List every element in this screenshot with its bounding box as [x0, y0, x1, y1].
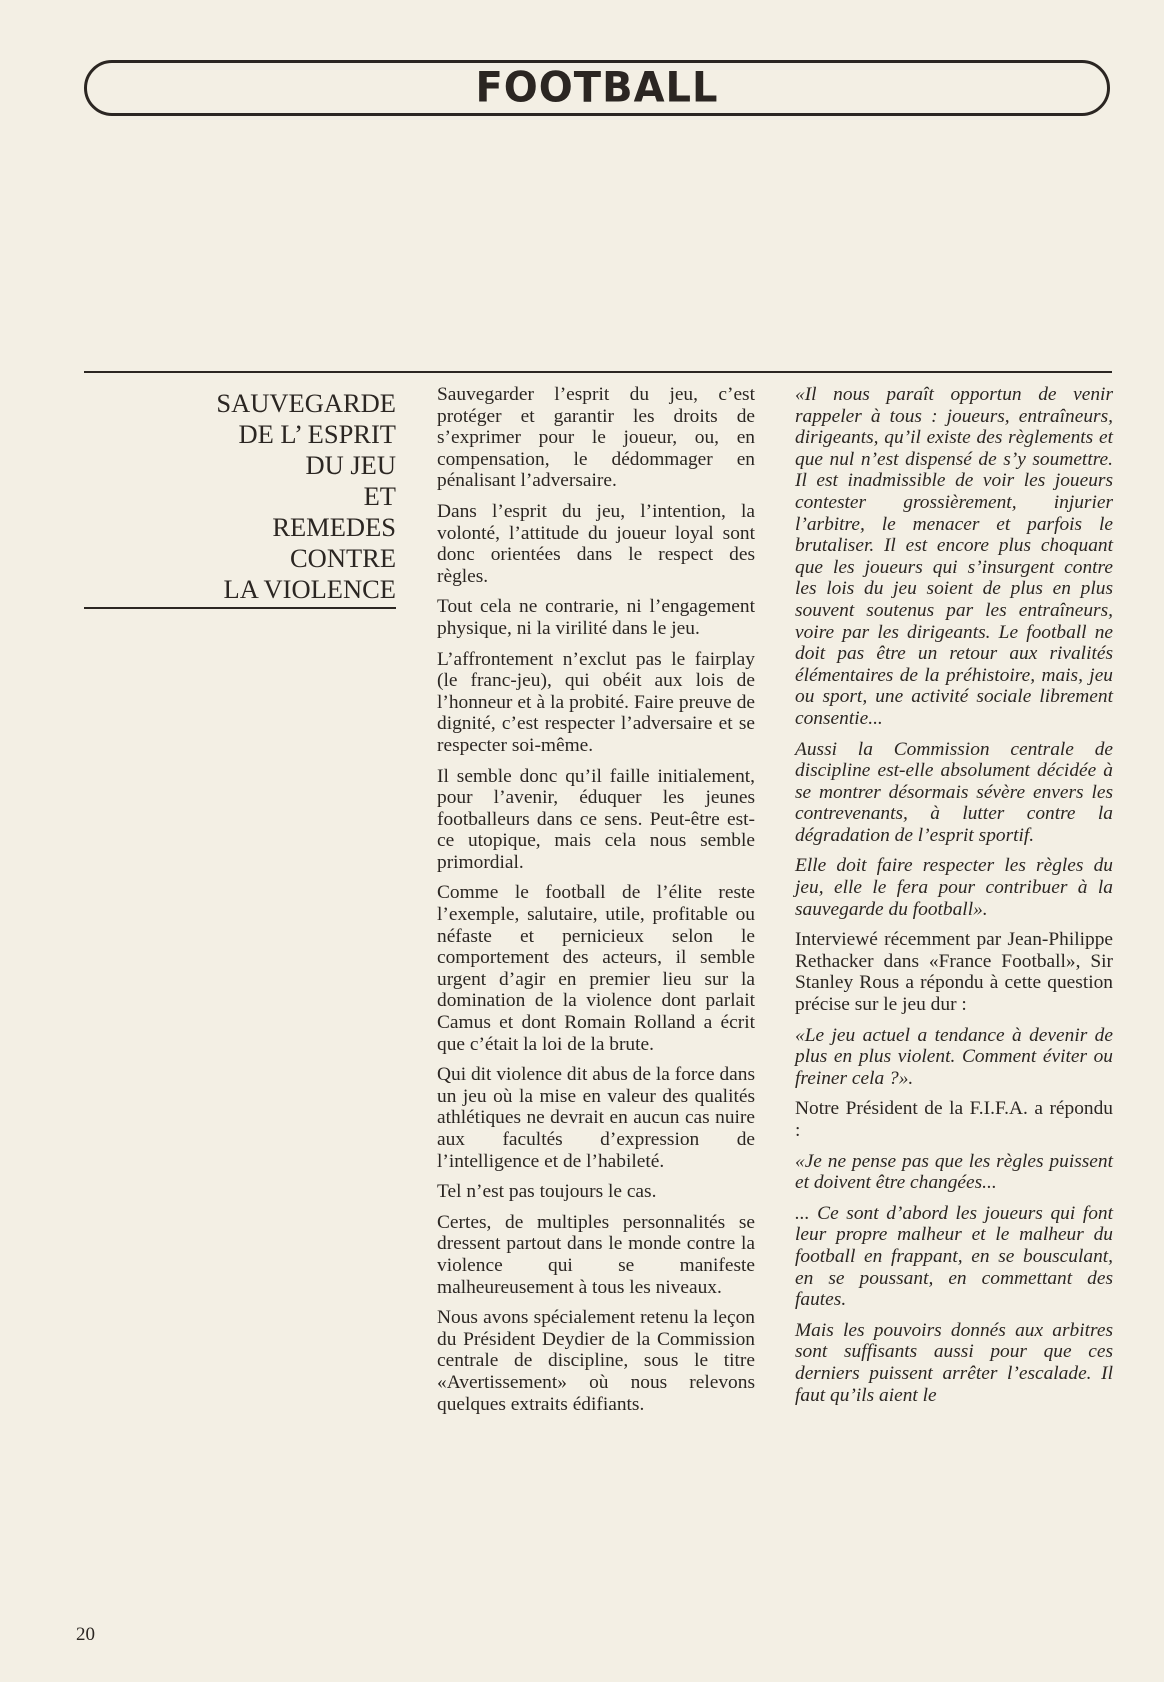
paragraph: Qui dit violence dit abus de la force dans un jeu où la mise en valeur des qualités athlétiques ne devrait en aucun cas nuire aux facultés d’expression de l’intelligence et de l’habileté.	[437, 1064, 755, 1172]
headline-line: CONTRE	[290, 543, 396, 573]
quote-paragraph: «Je ne pense pas que les règles puissent et doivent être changées...	[795, 1150, 1113, 1194]
paragraph: Il semble donc qu’il faille initialement, pour l’avenir, éduquer les jeunes footballeurs dans ce sens. Peut-être est-ce utopique, mais cela nous semble primordial.	[437, 765, 755, 873]
paragraph: Certes, de multiples personnalités se dressent partout dans le monde contre la violence qui se manifeste malheureusement à tous les niveaux.	[437, 1211, 755, 1298]
quote-paragraph: «Le jeu actuel a tendance à devenir de plus en plus violent. Comment éviter ou freiner cela ?».	[795, 1024, 1113, 1089]
text-column-2	[437, 384, 755, 1424]
headline-line: SAUVEGARDE	[216, 388, 396, 418]
headline-line: DU JEU	[305, 450, 396, 480]
paragraph: Notre Président de la F.I.F.A. a répondu :	[795, 1098, 1113, 1141]
quote-paragraph: «Il nous paraît opportun de venir rappeler à tous : joueurs, entraîneurs, dirigeants, qu’il existe des règlements et que nul n’est dispensé de s’y soumettre. Il est inadmissible de voir les joueurs contester grossièrement, injurier l’arbitre, le menacer et parfois le brutaliser. Il est encore plus choquant que les joueurs qui s’insurgent contre les lois du jeu soient de plus en plus souvent soutenus par les entraîneurs, voire par les dirigeants. Le football ne doit pas être un retour aux rivalités élémentaires de la préhistoire, mais, jeu ou sport, une activité sociale librement consentie...	[795, 384, 1113, 729]
text-column-3	[795, 384, 1113, 1415]
article-headline	[84, 388, 396, 605]
headline-line: REMEDES	[272, 512, 396, 542]
paragraph: Tout cela ne contrarie, ni l’engagement physique, ni la virilité dans le jeu.	[437, 596, 755, 639]
section-banner	[84, 60, 1110, 116]
paragraph: L’affrontement n’exclut pas le fairplay (le franc-jeu), qui obéit aux lois de l’honneur et à la probité. Faire preuve de dignité, c’est respecter l’adversaire et se respecter soi-même.	[437, 648, 755, 756]
paragraph: Dans l’esprit du jeu, l’intention, la volonté, l’attitude du joueur loyal sont donc orientées dans le respect des règles.	[437, 500, 755, 587]
quote-paragraph: Elle doit faire respecter les règles du jeu, elle le fera pour contribuer à la sauvegarde du football».	[795, 855, 1113, 920]
headline-line: LA VIOLENCE	[223, 574, 396, 604]
paragraph: Nous avons spécialement retenu la leçon du Président Deydier de la Commission centrale de discipline, sous le titre «Avertissement» où nous relevons quelques extraits édifiants.	[437, 1307, 755, 1415]
headline-divider	[84, 607, 396, 609]
quote-paragraph: Aussi la Commission centrale de discipline est-elle absolument décidée à se montrer désormais sévère envers les contrevenants, à lutter contre la dégradation de l’esprit sportif.	[795, 738, 1113, 846]
top-divider	[84, 371, 1112, 373]
headline-line: ET	[363, 481, 396, 511]
paragraph: Tel n’est pas toujours le cas.	[437, 1181, 657, 1203]
section-title: FOOTBALL	[475, 63, 719, 113]
paragraph: Comme le football de l’élite reste l’exemple, salutaire, utile, profitable ou néfaste et pernicieux selon le comportement des acteurs, il semble urgent d’agir en premier lieu sur la domination de la violence dont parlait Camus et dont Romain Rolland a écrit que c’était la loi de la brute.	[437, 882, 755, 1055]
paragraph: Interviewé récemment par Jean-Philippe Rethacker dans «France Football», Sir Stanley Rous a répondu à cette question précise sur le jeu dur :	[795, 929, 1113, 1016]
quote-paragraph: Mais les pouvoirs donnés aux arbitres sont suffisants aussi pour que ces derniers puissent arrêter l’escalade. Il faut qu’ils aient le	[795, 1319, 1113, 1406]
page-number: 20	[76, 1624, 95, 1645]
headline-line: DE L’ ESPRIT	[238, 419, 396, 449]
paragraph: Sauvegarder l’esprit du jeu, c’est protéger et garantir les droits de s’exprimer pour le joueur, ou, en compensation, le dédommager en pénalisant l’adversaire.	[437, 384, 755, 492]
quote-paragraph: ... Ce sont d’abord les joueurs qui font leur propre malheur et le malheur du football en frappant, en se bousculant, en se poussant, en commettant des fautes.	[795, 1202, 1113, 1311]
